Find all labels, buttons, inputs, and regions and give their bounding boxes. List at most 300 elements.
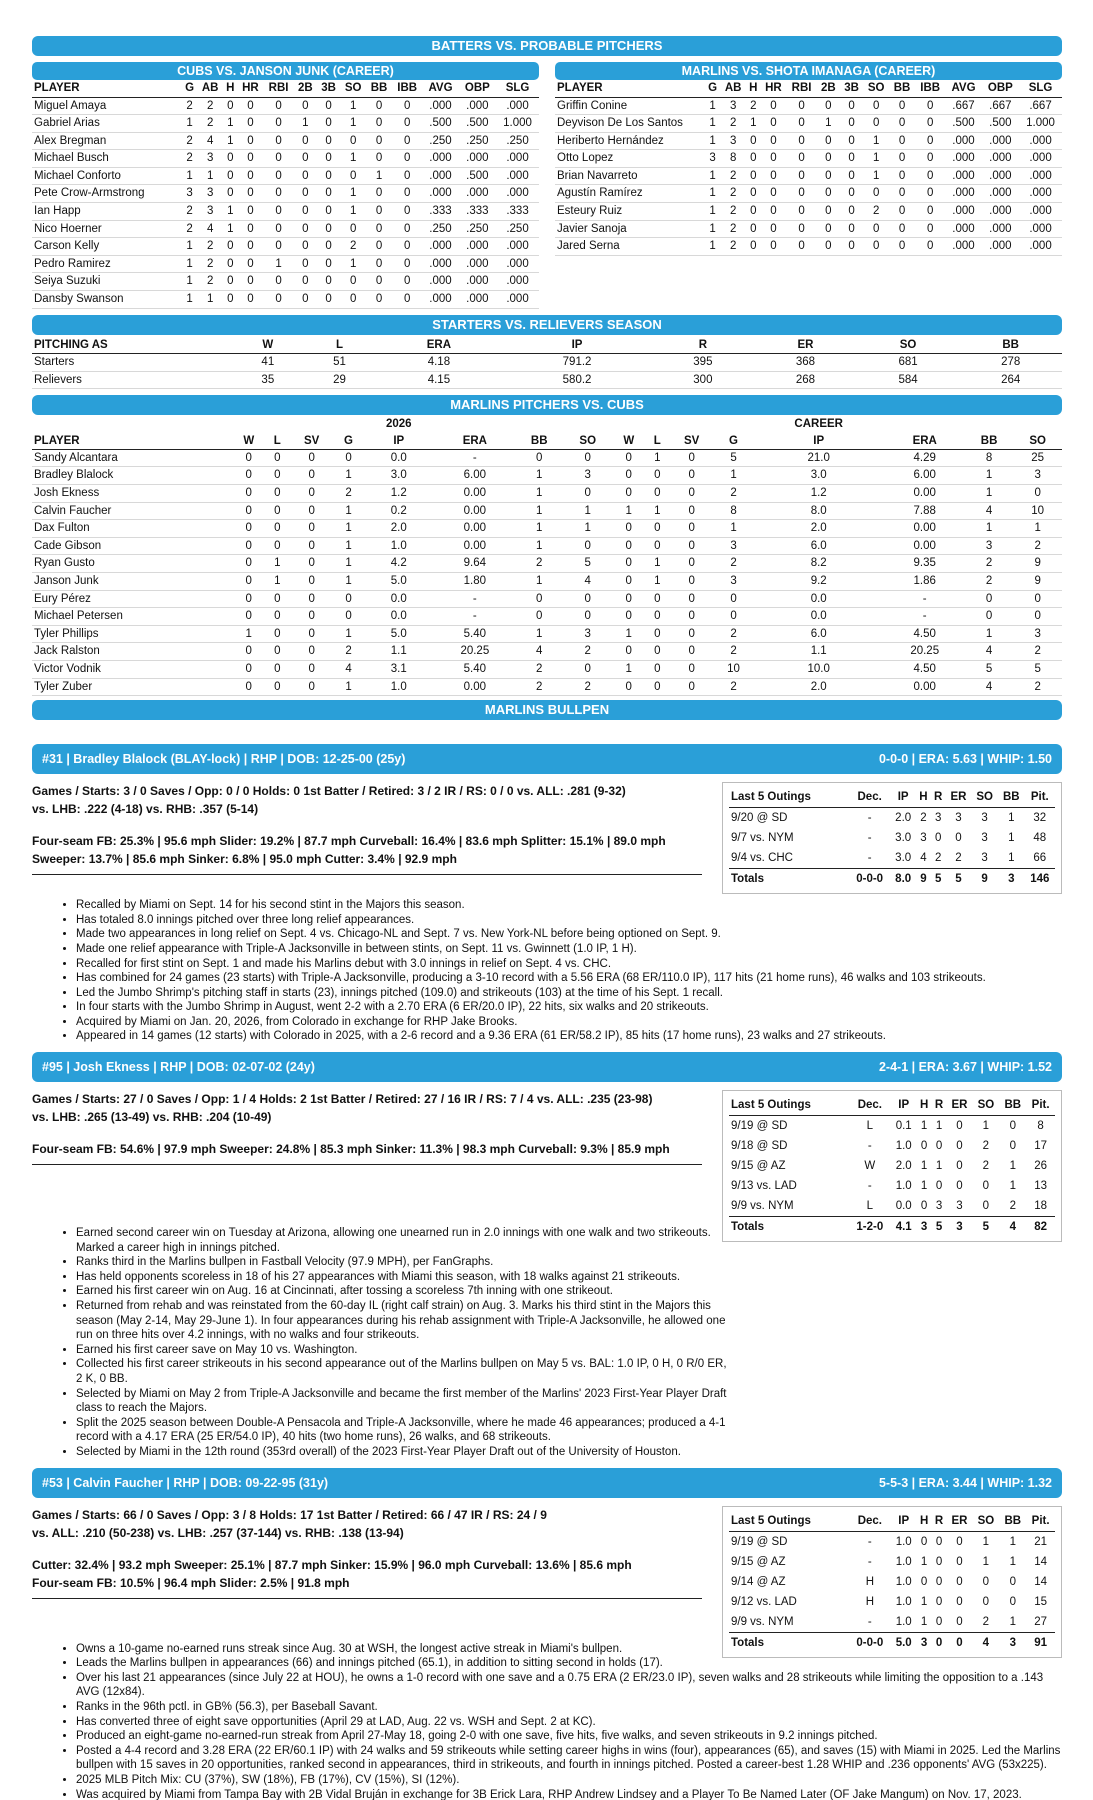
stat-cell: .000 bbox=[429, 169, 452, 182]
totals-stat: 4 bbox=[999, 1217, 1026, 1238]
pitcher-notes bbox=[32, 1642, 1062, 1800]
stat-cell: 0 bbox=[403, 152, 411, 165]
stat-cell: 0 bbox=[898, 240, 906, 253]
column-header: IBB bbox=[397, 82, 418, 95]
pitch-mix bbox=[32, 1556, 712, 1592]
player-name: Josh Ekness bbox=[34, 487, 100, 499]
stat-cell: 1 bbox=[345, 574, 352, 587]
stat-cell: 0 bbox=[275, 117, 282, 130]
stat-cell: 5.40 bbox=[463, 627, 487, 640]
stat-cell: 9.2 bbox=[810, 574, 827, 587]
outing-stat: - bbox=[867, 1535, 872, 1548]
column-header: BB bbox=[370, 82, 388, 95]
outing-stat: 17 bbox=[1034, 1140, 1047, 1153]
stat-cell: 4 bbox=[985, 680, 993, 693]
stat-cell: 0 bbox=[275, 205, 282, 218]
outing-stat: - bbox=[867, 1180, 872, 1193]
stat-cell: 300 bbox=[693, 373, 713, 386]
stat-cell: 0 bbox=[308, 627, 315, 640]
stat-cell: 1 bbox=[709, 117, 716, 130]
outing-stat: - bbox=[867, 1615, 872, 1628]
stat-cell: 0 bbox=[898, 134, 906, 147]
stat-cell: 4 bbox=[985, 504, 993, 517]
stat-cell: 0 bbox=[926, 117, 934, 130]
outing-row bbox=[729, 1531, 1055, 1552]
stat-cell: 0 bbox=[848, 169, 855, 182]
outing-game: 9/9 vs. NYM bbox=[731, 1615, 794, 1628]
outings-column-header: H bbox=[919, 1514, 929, 1527]
season-label: 2026 bbox=[385, 417, 412, 430]
player-name: Deyvison De Los Santos bbox=[557, 117, 683, 130]
totals-stat: 3 bbox=[917, 1632, 932, 1653]
player-name: Miguel Amaya bbox=[34, 99, 107, 112]
outing-game: 9/18 @ SD bbox=[731, 1140, 788, 1153]
outing-row bbox=[729, 1612, 1055, 1633]
note-item: • 2025 MLB Pitch Mix: CU (37%), SW (18%), FB (17%), CV (15%), SI (12%). bbox=[76, 1773, 1062, 1788]
outings-column-header: ER bbox=[951, 1514, 968, 1527]
player-name: Seiya Suzuki bbox=[34, 275, 101, 288]
stat-cell: 0 bbox=[308, 451, 315, 464]
bullpen-card bbox=[32, 1052, 1062, 1460]
outing-stat: 0 bbox=[982, 1180, 990, 1193]
totals-stat: 91 bbox=[1026, 1632, 1055, 1653]
column-header: OBP bbox=[464, 82, 490, 95]
stat-cell: 0 bbox=[688, 610, 695, 623]
outing-stat: 1 bbox=[1009, 1535, 1016, 1548]
stat-cell: 0 bbox=[848, 99, 855, 112]
stat-cell: 1 bbox=[245, 627, 252, 640]
stat-cell: 25 bbox=[1031, 451, 1045, 464]
outings-table bbox=[729, 1095, 1055, 1237]
stat-cell: 2 bbox=[872, 205, 880, 218]
stat-cell: 1 bbox=[186, 257, 193, 270]
outing-game: 9/4 vs. CHC bbox=[731, 852, 793, 865]
outing-stat: - bbox=[867, 1140, 872, 1153]
stat-cell: 0 bbox=[403, 240, 411, 253]
note-item: • Made two appearances in long relief on Sept. 4 vs. Chicago-NL and Sept. 7 vs. New York-NL before being optioned on Sept. 9. bbox=[76, 927, 1062, 942]
stat-cell: 0 bbox=[274, 592, 281, 605]
stat-cell: 0 bbox=[730, 610, 737, 623]
stat-cell: 2 bbox=[584, 645, 591, 658]
outing-stat: 14 bbox=[1034, 1575, 1047, 1588]
table-row bbox=[555, 97, 1062, 115]
stat-cell: 0 bbox=[325, 275, 332, 288]
player-name: Griffin Conine bbox=[557, 99, 628, 112]
outing-stat: 0 bbox=[956, 1555, 963, 1568]
stat-cell: 0 bbox=[274, 645, 281, 658]
stat-cell: 4 bbox=[536, 645, 543, 658]
stat-cell: 2 bbox=[985, 574, 993, 587]
stat-cell: 0 bbox=[898, 117, 906, 130]
outing-stat: 1 bbox=[920, 1595, 928, 1608]
stat-cell: 1 bbox=[274, 557, 281, 570]
stat-cell: 0 bbox=[375, 275, 383, 288]
stat-cell: 0 bbox=[247, 205, 254, 218]
outing-stat: 0 bbox=[934, 832, 942, 845]
stat-cell: 4.50 bbox=[913, 662, 936, 675]
player-name: Michael Conforto bbox=[34, 169, 121, 182]
column-header: BB bbox=[980, 434, 998, 447]
note-item: • Earned his first career save on May 10 vs. Washington. bbox=[76, 1343, 732, 1358]
column-header: OBP bbox=[987, 82, 1013, 95]
stat-cell: 0 bbox=[798, 117, 805, 130]
stat-cell: 1 bbox=[186, 169, 193, 182]
outing-game: 9/7 vs. NYM bbox=[731, 832, 794, 845]
note-item: • Made one relief appearance with Triple-A Jacksonville in between stints, on Sept. 11 vs. Gwinnett (1.0 IP, 1 H). bbox=[76, 942, 1062, 957]
stat-cell: 0 bbox=[985, 610, 993, 623]
stat-cell: 0 bbox=[688, 627, 695, 640]
outing-stat: 0 bbox=[956, 1615, 963, 1628]
outings-column-header: IP bbox=[898, 1099, 910, 1112]
column-header: AVG bbox=[428, 82, 453, 95]
outings-column-header: BB bbox=[1002, 791, 1020, 804]
table-row bbox=[32, 255, 539, 273]
stat-cell: 3 bbox=[584, 469, 591, 482]
stat-cell: 0 bbox=[302, 187, 309, 200]
stat-cell: 0 bbox=[403, 205, 411, 218]
stat-cell: 0 bbox=[274, 522, 281, 535]
stat-cell: 0 bbox=[275, 99, 282, 112]
stat-cell: 0 bbox=[848, 240, 855, 253]
stat-cell: 0 bbox=[654, 469, 661, 482]
stat-cell: 4 bbox=[985, 645, 993, 658]
stat-cell: .500 bbox=[429, 117, 452, 130]
stat-cell: 0 bbox=[872, 99, 880, 112]
last-5-outings bbox=[722, 1506, 1062, 1658]
stat-cell: 1.000 bbox=[1026, 117, 1055, 130]
stat-cell: 0 bbox=[275, 275, 282, 288]
stat-cell: .000 bbox=[989, 187, 1012, 200]
outing-row bbox=[729, 808, 1055, 829]
stat-cell: 1 bbox=[536, 522, 543, 535]
column-header: G bbox=[708, 82, 718, 95]
stat-cell: 0 bbox=[245, 662, 252, 675]
stat-cell: 0 bbox=[730, 592, 737, 605]
column-header: SO bbox=[344, 82, 362, 95]
note-item: • Ranks in the 96th pctl. in GB% (56.3), per Baseball Savant. bbox=[76, 1700, 1062, 1715]
stat-cell: 0 bbox=[247, 187, 254, 200]
outing-stat: 1.0 bbox=[895, 1575, 912, 1588]
outing-stat: 3 bbox=[935, 1200, 943, 1213]
stat-cell: 0 bbox=[308, 487, 315, 499]
player-name: Calvin Faucher bbox=[34, 504, 112, 517]
stat-cell: .000 bbox=[506, 99, 529, 112]
totals-stat: 5 bbox=[931, 869, 946, 890]
stat-cell: 0 bbox=[654, 662, 661, 675]
stat-cell: 2 bbox=[536, 662, 543, 675]
outing-stat: 1 bbox=[920, 1120, 928, 1133]
outing-stat: 48 bbox=[1033, 832, 1047, 845]
outing-stat: 14 bbox=[1034, 1555, 1047, 1568]
stat-cell: 0 bbox=[227, 187, 234, 200]
stat-cell: 1 bbox=[349, 99, 357, 112]
pitcher-stats bbox=[32, 1082, 712, 1165]
stat-cell: 0 bbox=[584, 451, 591, 464]
stat-cell: 1 bbox=[186, 275, 193, 288]
outing-stat: 1 bbox=[1009, 1160, 1016, 1173]
outings-column-header: Pit. bbox=[1031, 1514, 1050, 1527]
stat-cell: 4.29 bbox=[913, 451, 936, 464]
stat-cell: 0 bbox=[926, 240, 934, 253]
stat-cell: 0 bbox=[325, 152, 332, 165]
stat-cell: 1 bbox=[275, 257, 282, 270]
pitcher-body bbox=[32, 1082, 1062, 1234]
stat-cell: 2.0 bbox=[810, 680, 827, 693]
player-name: Pedro Ramirez bbox=[34, 257, 111, 270]
outing-stat: 2 bbox=[982, 1140, 990, 1153]
table-row bbox=[32, 185, 539, 203]
outing-game: 9/19 @ SD bbox=[731, 1535, 788, 1548]
stat-cell: 3 bbox=[709, 152, 716, 165]
stat-cell: 0 bbox=[308, 574, 315, 587]
column-header: IP bbox=[393, 434, 405, 447]
stat-cell: 1 bbox=[709, 222, 716, 235]
stat-cell: 7.88 bbox=[913, 504, 936, 517]
column-header: HR bbox=[765, 82, 782, 95]
outing-row bbox=[729, 828, 1055, 848]
column-header: L bbox=[335, 338, 343, 351]
stat-cell: 0 bbox=[308, 557, 315, 570]
table-row bbox=[32, 97, 539, 115]
outing-stat: 0.0 bbox=[895, 1200, 912, 1213]
column-header: AVG bbox=[951, 82, 976, 95]
stat-cell: 21.0 bbox=[807, 451, 830, 464]
totals-stat: 9 bbox=[971, 869, 998, 890]
outing-stat: 66 bbox=[1033, 852, 1047, 865]
stat-cell: - bbox=[472, 451, 477, 464]
stat-cell: 5.0 bbox=[390, 574, 407, 587]
outing-stat: 3 bbox=[981, 852, 988, 865]
stat-cell: 0 bbox=[688, 539, 695, 552]
outing-game: 9/14 @ AZ bbox=[731, 1575, 786, 1588]
starters-relievers-table bbox=[32, 337, 1062, 390]
stat-cell: 0 bbox=[227, 293, 234, 306]
player-name: Michael Busch bbox=[34, 152, 109, 165]
outings-column-header: R bbox=[934, 1099, 944, 1112]
stat-cell: 1 bbox=[750, 117, 757, 130]
stat-cell: 2 bbox=[729, 187, 737, 200]
stat-cell: 0 bbox=[247, 169, 254, 182]
stat-cell: 8.0 bbox=[810, 504, 827, 517]
stat-cell: 0 bbox=[245, 680, 252, 693]
outing-stat: 1.0 bbox=[895, 1535, 912, 1548]
stat-cell: 6.00 bbox=[463, 469, 487, 482]
column-header: H bbox=[749, 82, 758, 95]
outing-stat: 3 bbox=[955, 812, 962, 825]
table-row bbox=[32, 132, 539, 150]
stat-cell: 0.00 bbox=[463, 680, 487, 693]
stat-cell: .333 bbox=[466, 205, 489, 218]
stat-cell: 10 bbox=[727, 662, 740, 675]
player-name: Ryan Gusto bbox=[34, 557, 95, 570]
outing-stat: 0 bbox=[956, 1120, 963, 1133]
stat-cell: 0.00 bbox=[463, 487, 487, 499]
outing-stat: 2 bbox=[982, 1615, 990, 1628]
player-name: Victor Vodnik bbox=[34, 662, 101, 675]
player-name: Gabriel Arias bbox=[34, 117, 100, 130]
outing-game: 9/15 @ AZ bbox=[731, 1160, 786, 1173]
stat-cell: 0 bbox=[227, 240, 234, 253]
stat-cell: 0 bbox=[798, 240, 805, 253]
player-name: Starters bbox=[34, 356, 75, 369]
column-header: L bbox=[653, 434, 661, 447]
stat-cell: 4 bbox=[584, 574, 591, 587]
stat-cell: 0 bbox=[798, 187, 805, 200]
stat-cell: 0 bbox=[688, 451, 695, 464]
stat-cell: 0 bbox=[349, 169, 357, 182]
table-row bbox=[32, 273, 539, 291]
stat-cell: 0 bbox=[308, 592, 315, 605]
stat-cell: 2 bbox=[345, 645, 352, 658]
stat-cell: 4.15 bbox=[427, 373, 451, 386]
bvp-tables bbox=[32, 62, 1062, 309]
stat-cell: 0 bbox=[1034, 610, 1041, 623]
stat-cell: 0 bbox=[770, 134, 777, 147]
stat-cell: .500 bbox=[989, 117, 1012, 130]
stat-cell: 1 bbox=[206, 293, 214, 306]
totals-stat: 3 bbox=[999, 1632, 1026, 1653]
outing-stat: 0 bbox=[955, 832, 962, 845]
stat-cell: .250 bbox=[506, 134, 529, 147]
bullpen-list bbox=[32, 744, 1062, 1800]
stat-cell: 1 bbox=[709, 99, 716, 112]
stat-cell: 0 bbox=[308, 610, 315, 623]
stat-cell: 2 bbox=[1034, 539, 1041, 552]
stat-cell: 1 bbox=[709, 187, 716, 200]
stat-cell: 0 bbox=[325, 117, 332, 130]
pitch-mix-line: Four-seam FB: 54.6% | 97.9 mph Sweeper: 24.8% | 85.3 mph Sinker: 11.3% | 98.3 mph Curveball: 9.3% | 85.9 mph bbox=[32, 1142, 670, 1157]
stat-cell: 0 bbox=[308, 539, 315, 552]
stat-cell: 2 bbox=[206, 240, 214, 253]
stat-cell: 29 bbox=[333, 373, 346, 386]
pitcher-bio: #31 | Bradley Blalock (BLAY-lock) | RHP | DOB: 12-25-00 (25y) bbox=[42, 752, 406, 767]
outing-stat: 0 bbox=[982, 1595, 990, 1608]
stat-cell: 1 bbox=[536, 487, 543, 499]
stat-cell: 0 bbox=[872, 222, 880, 235]
stat-cell: 0 bbox=[848, 117, 855, 130]
stat-cell: 0 bbox=[898, 187, 906, 200]
stat-cell: 0 bbox=[898, 99, 906, 112]
note-item: • Led the Jumbo Shrimp's pitching staff in starts (23), innings pitched (109.0) and strikeouts (103) at the time of his Sept. 1 recall. bbox=[76, 986, 1062, 1001]
stat-cell: 0.00 bbox=[463, 504, 487, 517]
stat-cell: 0 bbox=[227, 169, 234, 182]
outing-stat: 0 bbox=[935, 1555, 943, 1568]
column-header: SO bbox=[579, 434, 597, 447]
outings-column-header: BB bbox=[1004, 1514, 1022, 1527]
stat-cell: 0 bbox=[848, 152, 855, 165]
pitcher-notes bbox=[32, 1226, 732, 1460]
table-row bbox=[32, 608, 1062, 626]
starters-relievers-title: STARTERS VS. RELIEVERS SEASON bbox=[32, 315, 1062, 335]
pitch-mix-line: Cutter: 32.4% | 93.2 mph Sweeper: 25.1% | 87.7 mph Sinker: 15.9% | 96.0 mph Curveball: 13.6% | 85.6 mph bbox=[32, 1557, 632, 1572]
stat-cell: 8 bbox=[729, 152, 737, 165]
stat-cell: 41 bbox=[261, 356, 275, 369]
stat-cell: 3.0 bbox=[810, 469, 827, 482]
usage-line: Games / Starts: 3 / 0 Saves / Opp: 0 / 0 Holds: 0 1st Batter / Retired: 3 / 2 IR / RS: 0 / 0 vs. ALL: .281 (9-32) bbox=[32, 784, 626, 799]
outing-stat: 3 bbox=[981, 812, 988, 825]
outing-stat: 0 bbox=[935, 1575, 943, 1588]
stat-cell: 3.0 bbox=[390, 469, 407, 482]
bvp-section-title: BATTERS VS. PROBABLE PITCHERS bbox=[32, 36, 1062, 56]
stat-cell: 1 bbox=[345, 557, 352, 570]
stat-cell: 5 bbox=[730, 451, 737, 464]
outing-stat: 0 bbox=[982, 1575, 990, 1588]
outing-row bbox=[729, 1156, 1055, 1176]
stat-cell: 0 bbox=[349, 134, 357, 147]
outing-stat: 0 bbox=[935, 1535, 943, 1548]
stat-cell: 0 bbox=[926, 187, 934, 200]
stat-cell: 0 bbox=[245, 645, 252, 658]
pitch-mix-line: Sweeper: 13.7% | 85.6 mph Sinker: 6.8% | 95.0 mph Cutter: 3.4% | 92.9 mph bbox=[32, 852, 457, 867]
outings-header-row bbox=[729, 1511, 1055, 1532]
stat-cell: 0 bbox=[274, 662, 281, 675]
stat-cell: 0 bbox=[245, 539, 252, 552]
note-item: • Has combined for 24 games (23 starts) with Triple-A Jacksonville, producing a 3-10 record with a 5.56 ERA (68 ER/110.0 IP), 117 hits (21 home runs), 46 walks and 103 strikeouts. bbox=[76, 971, 1062, 986]
totals-stat: 9 bbox=[916, 869, 931, 890]
table-row bbox=[555, 115, 1062, 133]
pitch-mix-line: Four-seam FB: 10.5% | 96.4 mph Slider: 2.5% | 91.8 mph bbox=[32, 1575, 350, 1590]
stat-cell: 0 bbox=[688, 662, 695, 675]
stat-cell: 3 bbox=[730, 539, 737, 552]
stat-cell: 1 bbox=[186, 240, 193, 253]
stat-cell: 0 bbox=[688, 504, 695, 517]
outing-stat: L bbox=[866, 1120, 874, 1133]
column-header: ERA bbox=[426, 338, 452, 351]
stat-cell: 0.00 bbox=[913, 522, 936, 535]
cubs-vs-junk-title: CUBS VS. JANSON JUNK (CAREER) bbox=[32, 62, 539, 80]
cubs-vs-junk-panel bbox=[32, 62, 539, 309]
stat-cell: 1 bbox=[654, 504, 661, 517]
stat-cell: 0 bbox=[247, 152, 254, 165]
table-row bbox=[555, 150, 1062, 168]
outing-stat: 2 bbox=[934, 852, 942, 865]
column-header: 2B bbox=[821, 82, 836, 95]
column-header: SLG bbox=[1028, 82, 1053, 95]
stat-cell: 0 bbox=[375, 205, 383, 218]
divider bbox=[32, 1164, 702, 1165]
stat-cell: 2 bbox=[729, 222, 737, 235]
stat-cell: 0 bbox=[375, 117, 383, 130]
stat-cell: 264 bbox=[1001, 373, 1021, 386]
outing-stat: 1 bbox=[935, 1160, 943, 1173]
stat-cell: 4.50 bbox=[913, 627, 936, 640]
player-name: Ian Happ bbox=[34, 205, 81, 218]
outing-stat: 1 bbox=[1009, 1180, 1016, 1193]
outing-stat: 1 bbox=[920, 1555, 928, 1568]
stat-cell: 0 bbox=[625, 592, 632, 605]
stat-cell: 0 bbox=[688, 592, 695, 605]
stat-cell: 1 bbox=[985, 627, 993, 640]
outing-stat: 0 bbox=[982, 1200, 990, 1213]
player-name: Carson Kelly bbox=[34, 240, 100, 253]
outing-stat: 1 bbox=[1009, 1555, 1016, 1568]
stat-cell: 2 bbox=[186, 99, 193, 112]
outings-table bbox=[729, 1511, 1055, 1653]
stat-cell: 0 bbox=[302, 152, 309, 165]
stat-cell: .000 bbox=[952, 187, 975, 200]
stat-cell: 2 bbox=[730, 680, 737, 693]
stat-cell: 0 bbox=[375, 293, 383, 306]
stat-cell: 0 bbox=[349, 275, 357, 288]
stat-cell: .000 bbox=[989, 134, 1012, 147]
stat-cell: .000 bbox=[429, 99, 452, 112]
stat-cell: 0 bbox=[325, 293, 332, 306]
stat-cell: 3 bbox=[729, 99, 737, 112]
stat-cell: 0 bbox=[798, 99, 805, 112]
column-header: BB bbox=[530, 434, 548, 447]
outing-stat: 0 bbox=[935, 1180, 943, 1193]
stat-cell: 0 bbox=[403, 169, 411, 182]
